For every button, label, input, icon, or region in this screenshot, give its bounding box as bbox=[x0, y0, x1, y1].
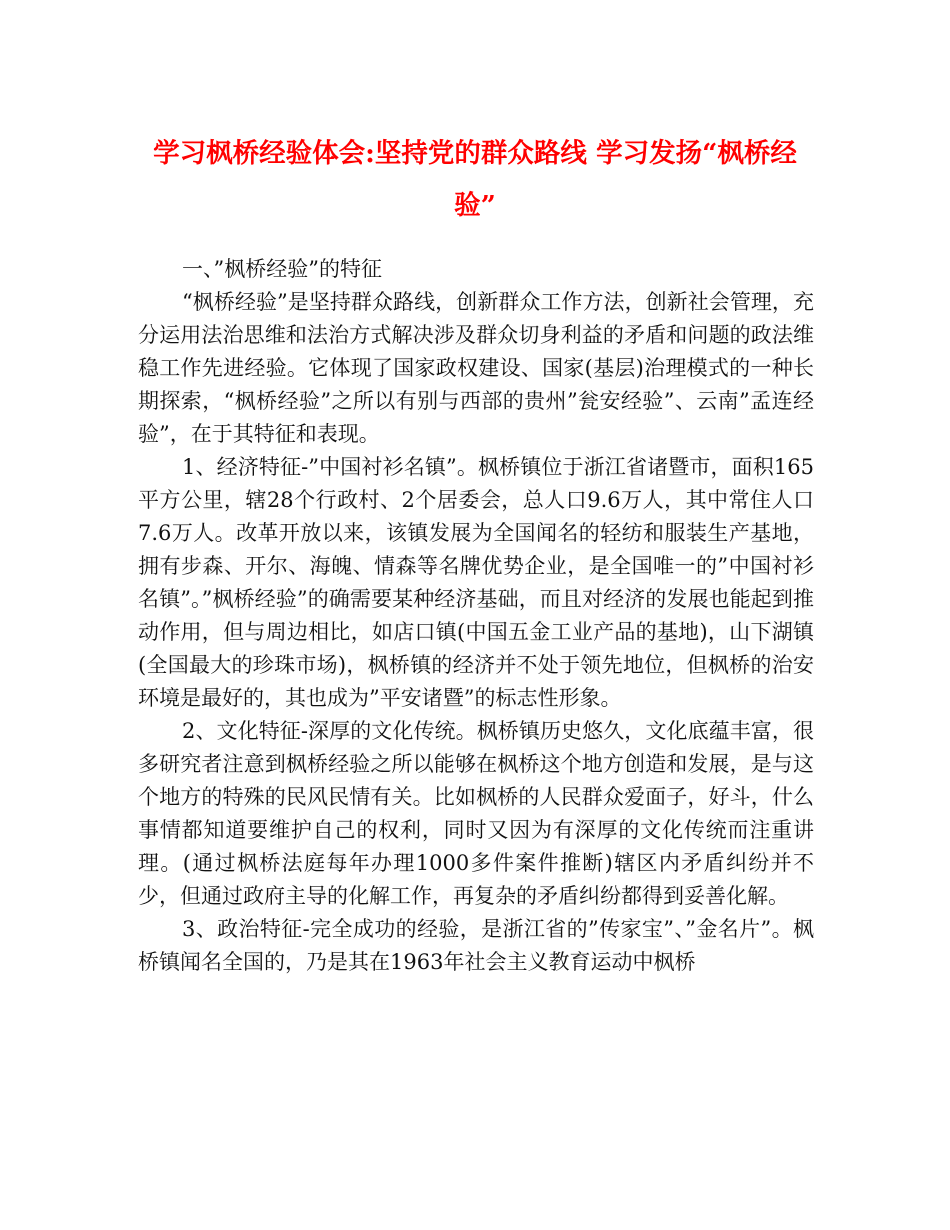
section-heading: 一、”枫桥经验”的特征 bbox=[182, 257, 382, 281]
document-title: 学习枫桥经验体会:坚持党的群众路线 学习发扬“枫桥经验” bbox=[153, 138, 797, 221]
document-body bbox=[138, 253, 814, 979]
paragraph-intro: “枫桥经验”是坚持群众路线，创新群众工作方法，创新社会管理，充分运用法治思维和法治方式解决涉及群众切身利益的矛盾和问题的政法维稳工作先进经验。它体现了国家政权建设、国家(基层)治理模式的一种长期探索，“枫桥经验”之所以有别与西部的贵州”瓮安经验”、云南”孟连经验”，在于其特征和表现。 bbox=[138, 290, 814, 446]
paragraph-cultural: 2、文化特征-深厚的文化传统。枫桥镇历史悠久，文化底蕴丰富，很多研究者注意到枫桥经验之所以能够在枫桥这个地方创造和发展，是与这个地方的特殊的民风民情有关。比如枫桥的人民群众爱面子，好斗，什么事情都知道要维护自己的权利，同时又因为有深厚的文化传统而注重讲理。(通过枫桥法庭每年办理1000多件案件推断)辖区内矛盾纠纷并不少，但通过政府主导的化解工作，再复杂的矛盾纠纷都得到妥善化解。 bbox=[138, 719, 814, 908]
paragraph-economic: 1、经济特征-”中国衬衫名镇”。枫桥镇位于浙江省诸暨市，面积165平方公里，辖28个行政村、2个居委会，总人口9.6万人，其中常住人口7.6万人。改革开放以来，该镇发展为全国闻名的轻纺和服装生产基地，拥有步森、开尔、海魄、情森等名牌优势企业，是全国唯一的”中国衬衫名镇”。”枫桥经验”的确需要某种经济基础，而且对经济的发展也能起到推动作用，但与周边相比，如店口镇(中国五金工业产品的基地)，山下湖镇(全国最大的珍珠市场)，枫桥镇的经济并不处于领先地位，但枫桥的治安环境是最好的，其也成为”平安诸暨”的标志性形象。 bbox=[138, 455, 814, 710]
paragraph-political: 3、政治特征-完全成功的经验，是浙江省的”传家宝”、”金名片”。枫桥镇闻名全国的，乃是其在1963年社会主义教育运动中枫桥 bbox=[138, 917, 814, 974]
